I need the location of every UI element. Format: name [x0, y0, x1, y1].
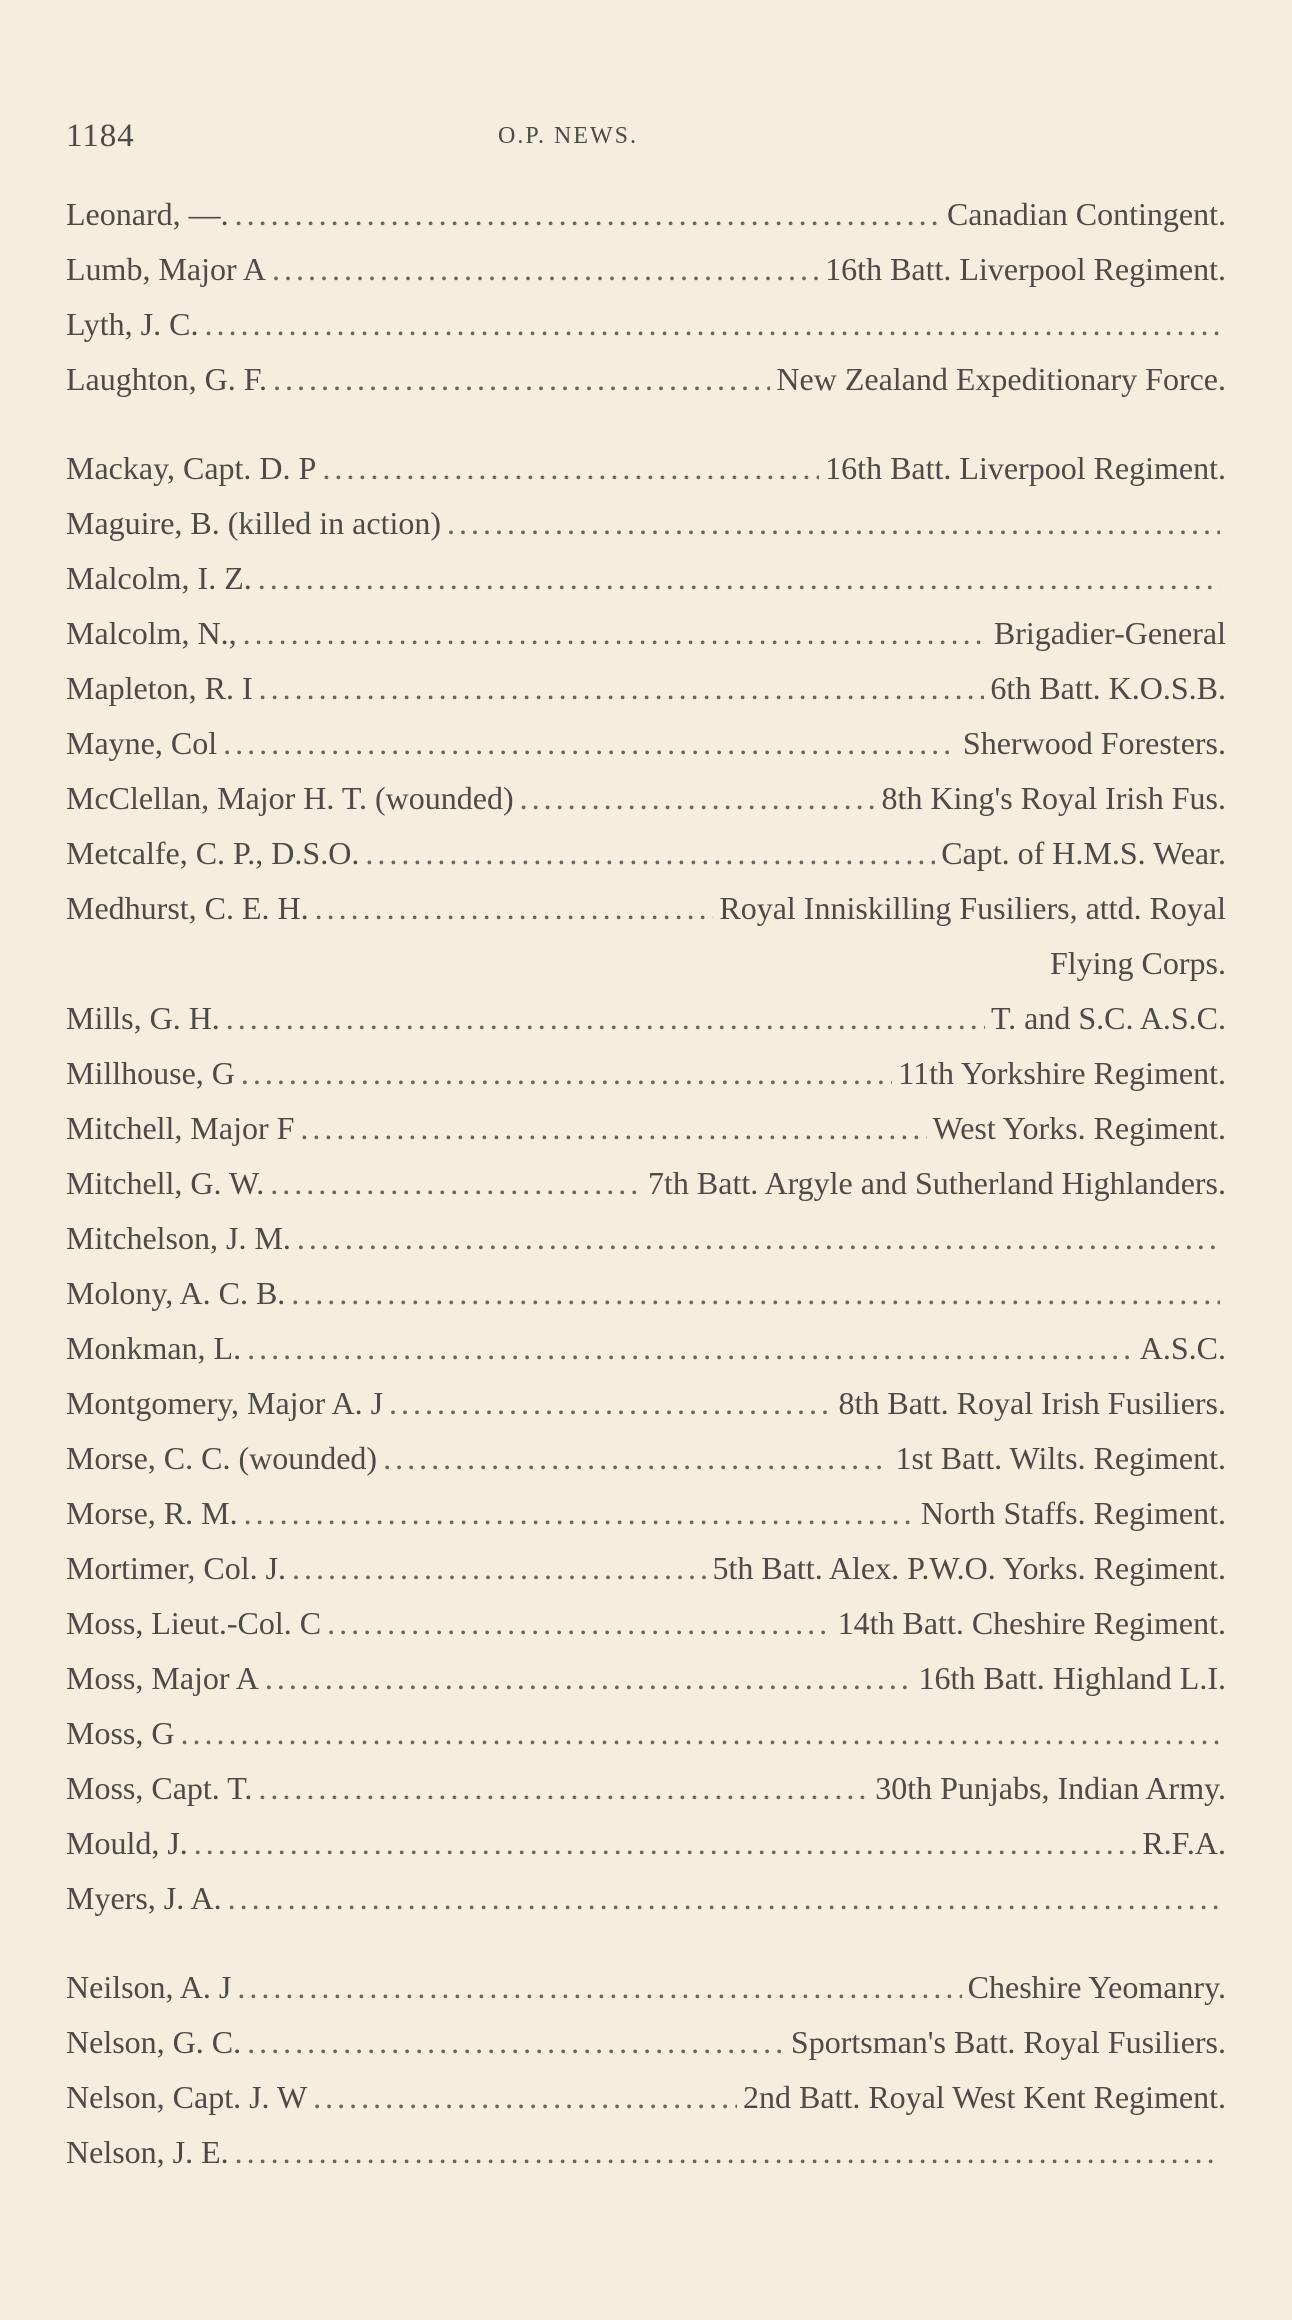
entry-unit: 11th Yorkshire Regiment.	[898, 1055, 1226, 1091]
entry-name: Nelson, G. C.	[66, 2024, 242, 2060]
roll-entry	[66, 1110, 1226, 1165]
entry-unit: 16th Batt. Liverpool Regiment.	[825, 251, 1226, 287]
entry-name: Lumb, Major A	[66, 251, 266, 287]
entry-name: Millhouse, G	[66, 1055, 235, 1091]
entry-name: Mills, G. H.	[66, 1000, 220, 1036]
entry-name: Lyth, J. C.	[66, 306, 199, 342]
entry-name: Moss, Major A	[66, 1660, 259, 1696]
entry-unit: 2nd Batt. Royal West Kent Regiment.	[743, 2079, 1226, 2115]
roll-entry	[66, 670, 1226, 725]
entry-name: Mapleton, R. I	[66, 670, 253, 706]
dot-leader	[365, 835, 935, 872]
entry-name: Morse, C. C. (wounded)	[66, 1440, 378, 1476]
entry-name: Moss, G	[66, 1715, 175, 1751]
dot-leader	[228, 1880, 1220, 1917]
entry-unit: 1st Batt. Wilts. Regiment.	[895, 1440, 1226, 1476]
dot-leader	[194, 1825, 1137, 1862]
dot-leader	[204, 306, 1220, 343]
dot-leader	[237, 1969, 961, 2006]
roll-entry	[66, 251, 1226, 306]
entry-unit: North Staffs. Regiment.	[920, 1495, 1226, 1531]
dot-leader	[313, 2079, 737, 2116]
roll-entry	[66, 1275, 1226, 1330]
entry-name: McClellan, Major H. T. (wounded)	[66, 780, 514, 816]
roll-entry	[66, 560, 1226, 615]
entry-unit: Sportsman's Batt. Royal Fusiliers.	[790, 2024, 1226, 2060]
entry-name: Metcalfe, C. P., D.S.O.	[66, 835, 360, 871]
dot-leader	[244, 1495, 915, 1532]
roll-entry-continuation	[66, 945, 1226, 1000]
dot-leader	[389, 1385, 832, 1422]
roll-entry	[66, 2024, 1226, 2079]
entry-unit: West Yorks. Regiment.	[932, 1110, 1226, 1146]
entry-unit: A.S.C.	[1139, 1330, 1226, 1366]
page-header	[66, 118, 1226, 168]
dot-leader	[241, 1055, 892, 1092]
dot-leader	[297, 1220, 1220, 1257]
dot-leader	[247, 2024, 785, 2061]
entry-name: Mould, J.	[66, 1825, 188, 1861]
dot-leader	[292, 1550, 706, 1587]
roll-entry	[66, 306, 1226, 361]
roll-entry	[66, 1165, 1226, 1220]
roll-entry	[66, 1440, 1226, 1495]
roll-entry	[66, 1330, 1226, 1385]
entry-unit: 8th King's Royal Irish Fus.	[881, 780, 1226, 816]
entry-name: Morse, R. M.	[66, 1495, 238, 1531]
entry-unit: Brigadier-General	[993, 615, 1226, 651]
dot-leader	[447, 505, 1220, 542]
dot-leader	[272, 251, 819, 288]
page-number: 1184	[66, 118, 135, 154]
entry-name: Leonard, —.	[66, 196, 229, 232]
roll-entry	[66, 196, 1226, 251]
entry-name: Moss, Capt. T.	[66, 1770, 253, 1806]
dot-leader	[259, 670, 985, 707]
roll-entry	[66, 1715, 1226, 1770]
entry-name: Mayne, Col	[66, 725, 218, 761]
entry-name: Neilson, A. J	[66, 1969, 232, 2005]
entry-name: Montgomery, Major A. J	[66, 1385, 384, 1421]
dot-leader	[315, 890, 714, 927]
roll-entry	[66, 780, 1226, 835]
dot-leader	[258, 1770, 869, 1807]
entry-unit: 14th Batt. Cheshire Regiment.	[837, 1605, 1226, 1641]
entry-name: Mortimer, Col. J.	[66, 1550, 287, 1586]
roll-entry	[66, 1605, 1226, 1660]
entry-unit: 16th Batt. Liverpool Regiment.	[825, 450, 1226, 486]
dot-leader	[243, 615, 988, 652]
entry-name: Laughton, G. F.	[66, 361, 267, 397]
roll-entry	[66, 361, 1226, 416]
dot-leader	[235, 2134, 1220, 2171]
entry-unit: Cheshire Yeomanry.	[967, 1969, 1226, 2005]
entry-name: Nelson, J. E.	[66, 2134, 229, 2170]
dot-leader	[520, 780, 876, 817]
roll-entry	[66, 1000, 1226, 1055]
entry-name: Molony, A. C. B.	[66, 1275, 286, 1311]
entry-unit: 30th Punjabs, Indian Army.	[875, 1770, 1226, 1806]
roll-entry	[66, 1495, 1226, 1550]
dot-leader	[258, 560, 1220, 597]
roll-entry	[66, 615, 1226, 670]
dot-leader	[327, 1605, 831, 1642]
dot-leader	[235, 196, 941, 233]
dot-leader	[322, 450, 819, 487]
dot-leader	[265, 1660, 913, 1697]
entry-unit: Capt. of H.M.S. Wear.	[941, 835, 1226, 871]
roll-entry	[66, 505, 1226, 560]
roll-entry	[66, 1220, 1226, 1275]
dot-leader	[270, 1165, 642, 1202]
roll-entry	[66, 890, 1226, 945]
entry-name: Malcolm, N.,	[66, 615, 237, 651]
entry-unit: Sherwood Foresters.	[962, 725, 1226, 761]
roll-entry	[66, 1770, 1226, 1825]
entry-name: Medhurst, C. E. H.	[66, 890, 309, 926]
roll-entry	[66, 1550, 1226, 1605]
roll-entry	[66, 1660, 1226, 1715]
entry-unit: 6th Batt. K.O.S.B.	[990, 670, 1226, 706]
entry-unit: Canadian Contingent.	[946, 196, 1226, 232]
entry-unit: 5th Batt. Alex. P.W.O. Yorks. Regiment.	[712, 1550, 1226, 1586]
entry-name: Mitchell, G. W.	[66, 1165, 265, 1201]
roll-entry	[66, 1880, 1226, 1935]
dot-leader	[300, 1110, 926, 1147]
roll-entry	[66, 1969, 1226, 2024]
entry-name: Mitchell, Major F	[66, 1110, 295, 1146]
dot-leader	[223, 725, 957, 762]
entry-unit: Royal Inniskilling Fusiliers, attd. Royal	[719, 890, 1226, 926]
roll-entry	[66, 450, 1226, 505]
roll-entry	[66, 2079, 1226, 2134]
dot-leader	[291, 1275, 1220, 1312]
entry-name: Mitchelson, J. M.	[66, 1220, 291, 1256]
roll-list	[66, 196, 1226, 2189]
entry-name: Malcolm, I. Z.	[66, 560, 252, 596]
entry-name: Mackay, Capt. D. P	[66, 450, 317, 486]
dot-leader	[383, 1440, 889, 1477]
roll-entry	[66, 835, 1226, 890]
dot-leader	[180, 1715, 1220, 1752]
roll-entry	[66, 1055, 1226, 1110]
entry-unit: R.F.A.	[1142, 1825, 1226, 1861]
dot-leader	[247, 1330, 1134, 1367]
dot-leader	[226, 1000, 985, 1037]
roll-entry	[66, 1825, 1226, 1880]
entry-unit: New Zealand Expeditionary Force.	[776, 361, 1226, 397]
entry-unit: T. and S.C. A.S.C.	[991, 1000, 1226, 1036]
entry-unit: Flying Corps.	[1049, 945, 1226, 981]
running-head: O.P. NEWS.	[498, 123, 639, 149]
entry-unit: 8th Batt. Royal Irish Fusiliers.	[838, 1385, 1226, 1421]
entry-name: Nelson, Capt. J. W	[66, 2079, 308, 2115]
entry-unit: 7th Batt. Argyle and Sutherland Highlanders.	[648, 1165, 1226, 1201]
entry-name: Moss, Lieut.-Col. C	[66, 1605, 322, 1641]
entry-name: Monkman, L.	[66, 1330, 242, 1366]
dot-leader	[273, 361, 770, 398]
roll-entry	[66, 2134, 1226, 2189]
roll-entry	[66, 725, 1226, 780]
entry-unit: 16th Batt. Highland L.I.	[918, 1660, 1226, 1696]
entry-name: Myers, J. A.	[66, 1880, 222, 1916]
roll-entry	[66, 1385, 1226, 1440]
entry-name: Maguire, B. (killed in action)	[66, 505, 442, 541]
